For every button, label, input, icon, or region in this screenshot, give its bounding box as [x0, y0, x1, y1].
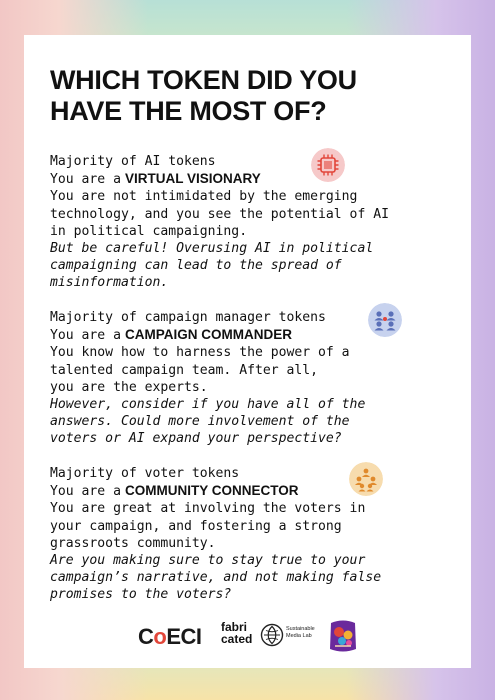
- body-line: you are the experts.: [50, 379, 208, 395]
- caution-line: promises to the voters?: [50, 587, 232, 603]
- title-line-2: HAVE THE MOST OF?: [50, 96, 327, 126]
- section-heading: Majority of voter tokens: [50, 466, 240, 481]
- team-icon: [368, 303, 402, 337]
- section-voter-tokens: [50, 465, 450, 604]
- body-line: your campaign, and fostering a strong: [50, 518, 342, 534]
- title-line-1: WHICH TOKEN DID YOU: [50, 65, 357, 95]
- sustainable-media-lab-icon: [260, 623, 284, 647]
- body-line: You are great at involving the voters in: [50, 501, 366, 517]
- caution-line: However, consider if you have all of the: [50, 397, 366, 413]
- body-line: You know how to harness the power of a: [50, 345, 350, 361]
- poster-card: [24, 35, 471, 668]
- caution-line: Are you making sure to stay true to your: [50, 553, 366, 569]
- partner-logos: [24, 617, 471, 657]
- persona-name: CAMPAIGN COMMANDER: [124, 327, 292, 343]
- caution-line: campaign’s narrative, and not making false: [50, 570, 382, 586]
- body-line: in political campaigning.: [50, 223, 248, 239]
- body-line: grassroots community.: [50, 535, 216, 551]
- illustrated-badge-logo: [328, 619, 358, 653]
- body-line: You are not intimidated by the emerging: [50, 189, 358, 205]
- persona-name: VIRTUAL VISIONARY: [124, 171, 261, 187]
- persona-line: You are a CAMPAIGN COMMANDER: [50, 327, 292, 344]
- body-line: technology, and you see the potential of AI: [50, 206, 389, 222]
- persona-name: COMMUNITY CONNECTOR: [124, 483, 299, 499]
- section-heading: Majority of campaign manager tokens: [50, 310, 326, 325]
- body-line: talented campaign team. After all,: [50, 362, 319, 378]
- caution-line: But be careful! Overusing AI in political: [50, 241, 374, 257]
- section-heading: Majority of AI tokens: [50, 154, 216, 169]
- persona-line: You are a COMMUNITY CONNECTOR: [50, 483, 299, 500]
- caution-line: campaigning can lead to the spread of: [50, 258, 342, 274]
- fabricated-logo: fabri cated: [221, 620, 253, 646]
- caution-line: voters or AI expand your perspective?: [50, 431, 342, 447]
- section-ai-tokens: [50, 153, 450, 292]
- persona-line: You are a VIRTUAL VISIONARY: [50, 171, 261, 188]
- coeci-logo: CoECI: [138, 624, 202, 649]
- community-icon: [349, 462, 383, 496]
- caution-line: misinformation.: [50, 275, 169, 291]
- caution-line: answers. Could more involvement of the: [50, 414, 350, 430]
- ai-chip-icon: [311, 148, 345, 182]
- sustainable-media-lab-text: Sustainable Media Lab: [286, 626, 315, 639]
- page-title: [50, 65, 450, 127]
